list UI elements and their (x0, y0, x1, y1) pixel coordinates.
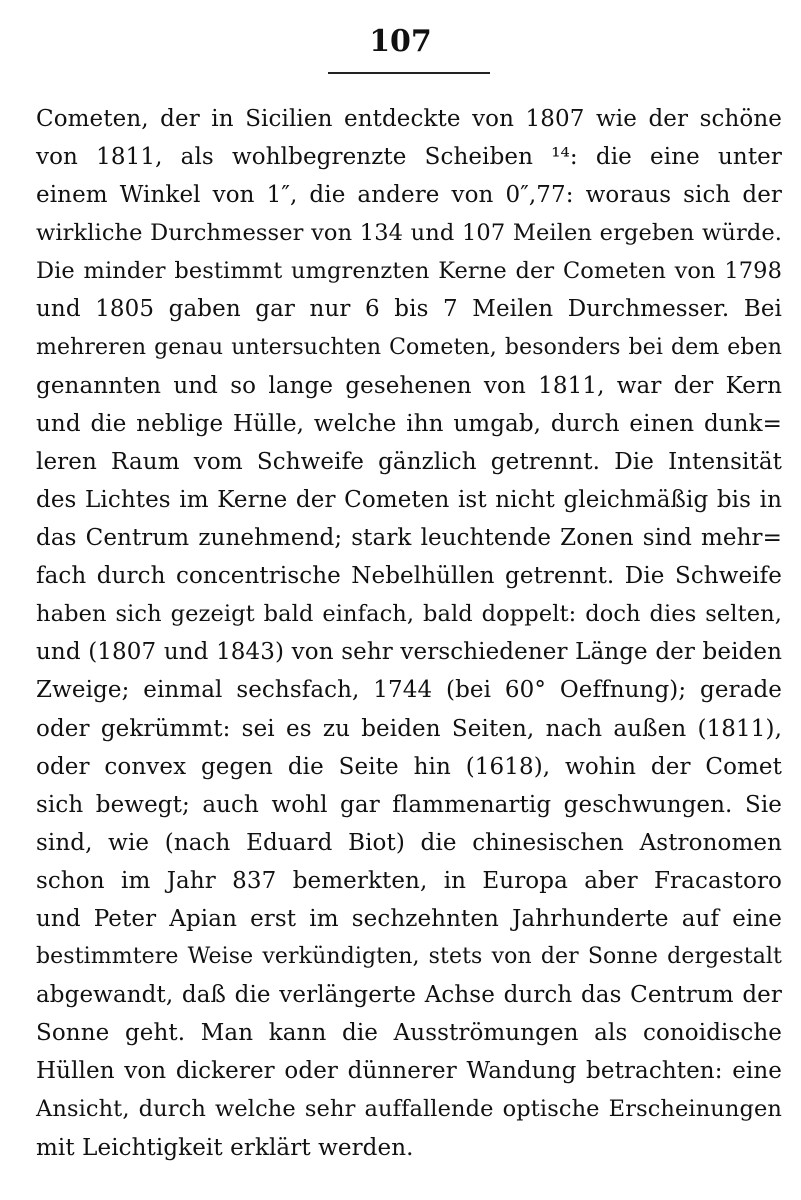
text-line: sich bewegt; auch wohl gar flammenartig geschwungen. Sie (36, 791, 782, 818)
text-line: oder gekrümmt: sei es zu beiden Seiten, nach außen (1811), (36, 715, 782, 742)
text-line: Cometen, der in Sicilien entdeckte von 1807 wie der schöne (36, 106, 782, 132)
text-line: des Lichtes im Kerne der Cometen ist nicht gleichmäßig bis in (36, 486, 782, 513)
text-line: oder convex gegen die Seite hin (1618), wohin der Comet (36, 753, 782, 780)
text-line: sind, wie (nach Eduard Biot) die chinesischen Astronomen (36, 829, 782, 856)
page-number: 107 (369, 24, 432, 59)
body-text (36, 100, 782, 1167)
header-rule (328, 72, 490, 74)
text-line: bestimmtere Weise verkündigten, stets von der Sonne dergestalt (36, 944, 782, 970)
text-line: leren Raum vom Schweife gänzlich getrennt. Die Intensität (36, 448, 782, 475)
text-line: schon im Jahr 837 bemerkten, in Europa aber Fracastoro (36, 867, 782, 894)
text-line: das Centrum zunehmend; stark leuchtende Zonen sind mehr= (36, 525, 782, 552)
text-line: abgewandt, daß die verlängerte Achse durch das Centrum der (36, 982, 782, 1009)
text-line: und Peter Apian erst im sechzehnten Jahrhunderte auf eine (36, 905, 782, 932)
text-line-last: mit Leichtigkeit erklärt werden. (36, 1134, 414, 1161)
text-line: einem Winkel von 1″, die andere von 0″,77: woraus sich der (36, 182, 782, 209)
text-line: mehreren genau untersuchten Cometen, besonders bei dem eben (36, 334, 782, 360)
text-line: und 1805 gaben gar nur 6 bis 7 Meilen Durchmesser. Bei (36, 296, 782, 323)
text-line: fach durch concentrische Nebelhüllen getrennt. Die Schweife (36, 563, 782, 590)
text-line: Ansicht, durch welche sehr auffallende optische Erscheinungen (36, 1096, 782, 1123)
text-line: Die minder bestimmt umgrenzten Kerne der Cometen von 1798 (36, 258, 782, 285)
text-line: Hüllen von dickerer oder dünnerer Wandung betrachten: eine (36, 1058, 782, 1085)
text-line: Sonne geht. Man kann die Ausströmungen als conoidische (36, 1020, 782, 1047)
text-line: wirkliche Durchmesser von 134 und 107 Meilen ergeben würde. (36, 220, 782, 247)
text-line: haben sich gezeigt bald einfach, bald doppelt: doch dies selten, (36, 601, 782, 628)
text-line: Zweige; einmal sechsfach, 1744 (bei 60° Oeffnung); gerade (36, 677, 782, 704)
text-line: genannten und so lange gesehenen von 1811, war der Kern (36, 372, 782, 399)
text-line: von 1811, als wohlbegrenzte Scheiben ¹⁴: die eine unter (36, 144, 782, 171)
text-line: und (1807 und 1843) von sehr verschiedener Länge der beiden (36, 639, 782, 666)
text-line: und die neblige Hülle, welche ihn umgab, durch einen dunk= (36, 410, 782, 437)
